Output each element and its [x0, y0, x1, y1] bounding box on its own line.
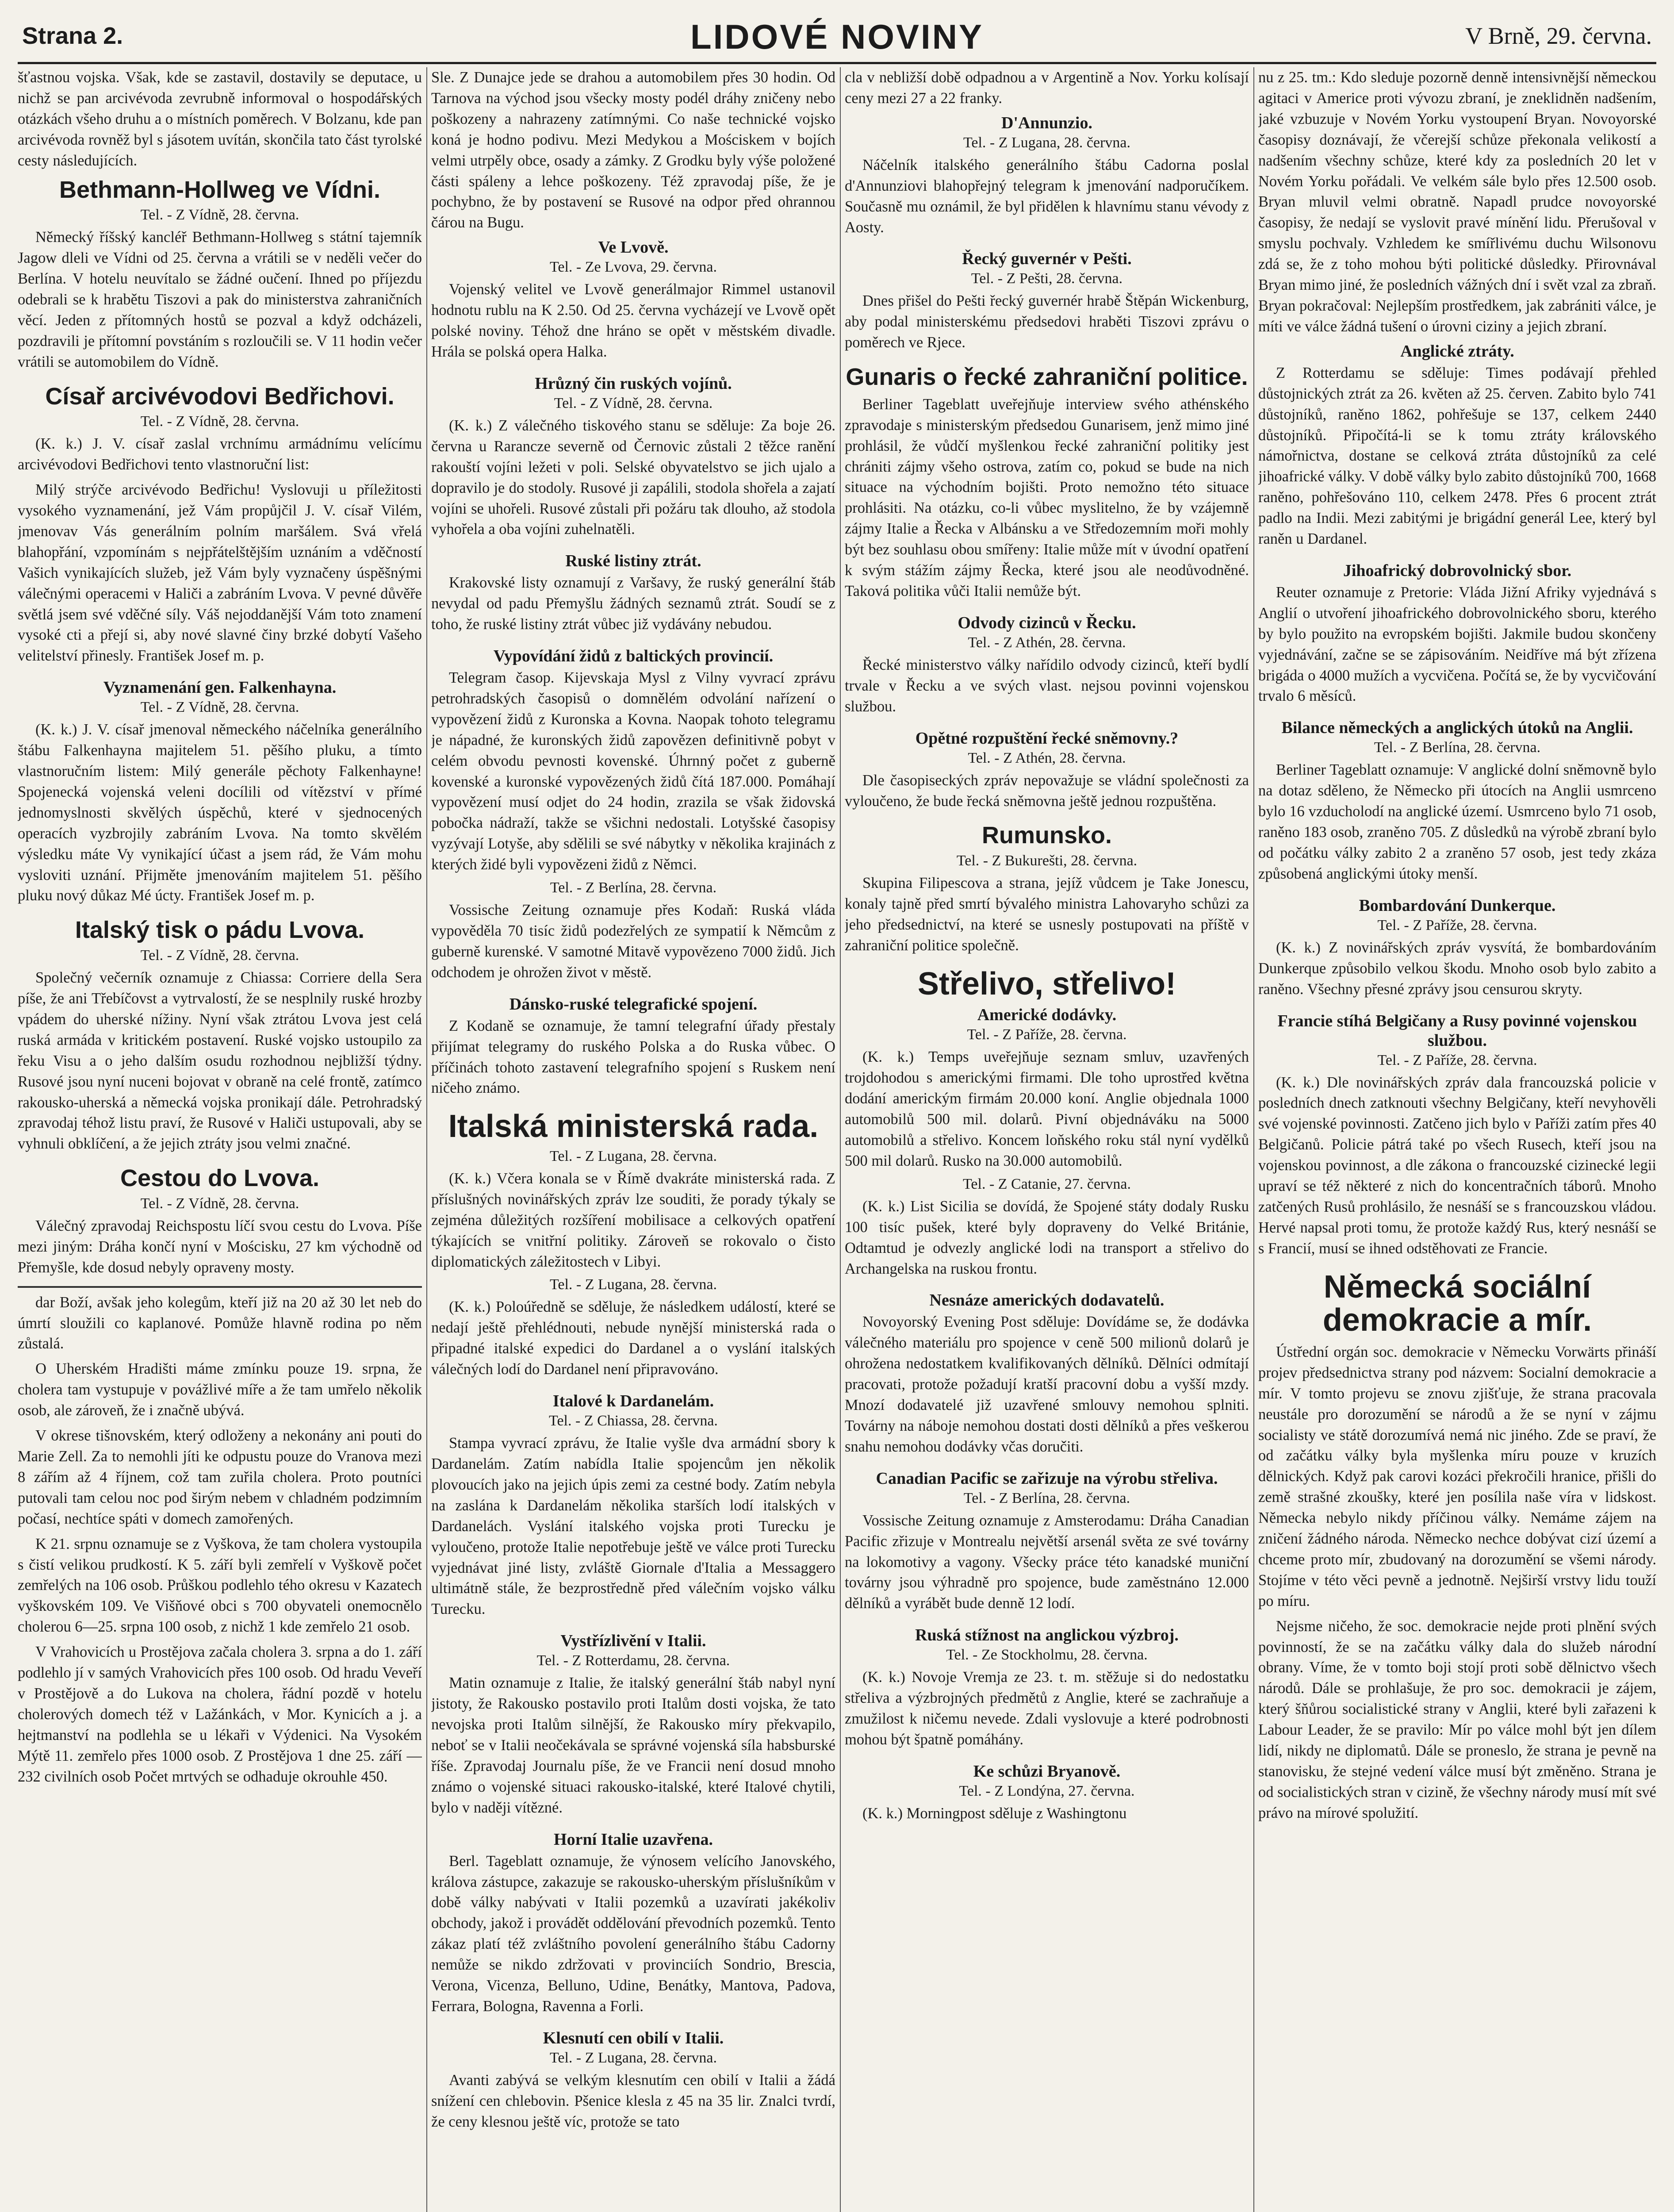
article-ruska-stiznost [845, 1625, 1249, 1750]
dateline: Tel. - Z Berlína, 28. června. [963, 1490, 1130, 1506]
dateline: Tel. - Z Bukurešti, 28. června. [956, 853, 1138, 869]
paragraph: (K. k.) Dle novinářských zpráv dala francouzská policie v posledních dnech zatknouti všechny Belgičany, kteří nevyhověli své vojenské povinnosti. Zatčeno jich bylo v Paříži zatím přes 40 Belgičanů. Policie pátrá také po všech Rusech, kteří jsou na vojenskou povinnost, a dle zákona o francouzské cizinecké legii upraví se též některé z nich do koncentračních táborů. Mnoho zatčených Rusů prohlásilo, že nesnáší se s francouzskou vládou. Hervé napsal proti tomu, že protože každý Rus, který nesnáší se s Francií, musí se ihned odstěhovati ze Francie. [1258, 1074, 1656, 1257]
dateline: Tel. - Ze Stockholmu, 28. června. [946, 1647, 1148, 1663]
headline: Anglické ztráty. [1400, 342, 1514, 361]
columns [18, 67, 1656, 2212]
dateline: Tel. - Z Paříže, 28. června. [1377, 917, 1537, 933]
headline: Odvody cizinců v Řecku. [958, 613, 1136, 632]
headline: Ve Lvově. [598, 238, 669, 257]
dateline: Tel. - Z Berlína, 28. června. [550, 879, 717, 896]
subheadline: Americké dodávky. [977, 1006, 1117, 1025]
paragraph: Telegram časop. Kijevskaja Mysl z Vilny vyvrací zprávu petrohradských časopisů o domnělém odvolání nařízení o vypovězení židů z Kuronska a Kovna. Naopak tohoto telegramu je nápadné, že kuronských židů zapovězen definitivně pobyt v celém obvodu pevnosti kovenské. Úhrnný počet z guberně kovenské a kuronské vypovězených židů čítá 187.000. Pomáhají vypovězení musí odjet do 24 hodin, zrazila se však židovská pobočka nádraží, takže se všichni nedostali. Lotyšské časopisy vyzývají Lotyše, aby sdělili se své nábytky v několika krajinách z kterých židé byli vypovězeni židů z Němci. [431, 669, 835, 873]
headline: Dánsko-ruské telegrafické spojení. [509, 995, 758, 1014]
article-anglicke-ztraty [1258, 342, 1656, 549]
article-odvody-cizincu [845, 613, 1249, 717]
article-francie-stiha [1258, 1011, 1656, 1259]
dateline: Tel. - Z Lugana, 28. června. [549, 1276, 717, 1293]
masthead [18, 13, 1656, 64]
headline: Rumunsko. [981, 822, 1112, 849]
lead-paragraph: nu z 25. tm.: Kdo sleduje pozorně denně intensivnější německou agitaci v Americe proti vývozu zbraní, je zneklidněn nadšením, jaké vzbuzuje v Novém Yorku vystoupení Bryan. Novoyorské časopisy doznávají, že včerejší schůze překonala velikostí a nadšením všechny schůze, které kdy za posledních 20 let v Novém Yorku pořádali. Ve velkém sále bylo přes 12.500 osob. Bryan mluvil velmi obratně. Napadl prudce novoyorské časopisy, že nedají se vyslovit pravé mínění lidu. Přerušoval v smyslu pochvaly. Vzhledem ke smířlivému duchu Wilsonovu zdá se, že z toho mohou býti politické důsledky. Přirovnával Bryan mimo jiné, že posledních vážných dní i svět vzal za zbraň. Bryan pokračoval: Nejlepším prostředkem, jak zabrániti válce, je míti ve válce žádná tušení o úrovni ciziny a jejich zbraní. [1258, 69, 1656, 335]
dateline: Tel. - Z Berlína, 28. června. [1374, 739, 1541, 756]
paragraph: Náčelník italského generálního štábu Cadorna poslal d'Annunziovi blahopřejný telegram k jmenování nadporučíkem. Současně mu oznámil, že byl přidělen k hlavnímu stanu vévody z Aosty. [845, 156, 1249, 236]
article-cestou-do-lvova [18, 1166, 422, 1787]
lead-paragraph: Sle. Z Dunajce jede se drahou a automobilem přes 30 hodin. Od Tarnova na východ jsou všecky mosty podél dráhy zničeny nebo poškozeny a nahrazeny zatímnými. Co naše technické vojsko koná je hodno podivu. Mezi Medykou a Mościskem v bojích velmi utrpěly obce, osady a zámky. Z Grodku byly výše položené části spáleny a lehce poškozeny. Též zpravodaj píše, že je pochybno, že by postavení se Rusové na odpor před ohrannou čárou na Bugu. [431, 69, 835, 231]
column-divider [840, 67, 841, 2212]
headline: Bilance německých a anglických útoků na Anglii. [1281, 718, 1633, 737]
column-3 [845, 67, 1249, 2212]
article-ruske-listiny [431, 551, 835, 635]
paragraph: (K. k.) J. V. císař jmenoval německého náčelníka generálního štábu Falkenhayna majitelem 51. pěšího pluku, a tímto vlastnoručním listem: Milý generále pěchoty Falkenhayne! Spojenecká vojenská veleni docílili od vítězství v přímé jednomyslnosti skvělých úspěchů, které v sjednocených operacích vyzbrojily zabráním Lvova. Na tomto skvělém výsledku máte Vy vynikající účast a jsem rád, že Vám mohu vysloviti uznání. Přijměte jmenováním majitelem 51. pěšího pluku nový důkaz Mé úcty. František Josef m. p. [18, 721, 422, 904]
article-rumunsko [845, 823, 1249, 956]
paragraph: Vojenský velitel ve Lvově generálmajor Rimmel ustanovil hodnotu rublu na K 2.50. Od 25. června vycházejí ve Lvově opět polské noviny. Téhož dne hráno se opět v městském divadle. Hrála se polská opera Halka. [431, 281, 835, 360]
paragraph: (K. k.) Temps uveřejňuje seznam smluv, uzavřených trojdohodou s americkými firmami. Dle toho uprostřed května dodání americkým firmám 20.000 koní. Anglie objednala 1000 automobilů 500 mil. dolarů. Pivní objednáváku na 5000 automobilů a střelivo. Koncem loňského roku stál nyní vydělků 500 mil dolarů. Rusko na 30.000 automobilů. [845, 1048, 1249, 1169]
column-4 [1258, 67, 1656, 2212]
paragraph: Společný večerník oznamuje z Chiassa: Corriere della Sera píše, že ani Třebíčovst a vytrvalostí, že se nesplnily ruské hrozby vpádem do uherské nížiny. Nyní však ztrátou Lvova jest celá ruská armáda v kritickém postavení. Ruské vojsko ustoupilo za řeku Visu a o jeho dalším osudu rozhodnou nejbližší týdny. Rusové jsou nyní nuceni bojovat v obraně na celé frontě, zatímco rakousko-uherská a německá vojska pronikají dále. Petrohradský zpravodaj téhož listu praví, že Rusové v Haliči ustupovali, aby se vyhnuli obklíčení, a že jejich ztráty jsou velmi značné. [18, 969, 422, 1152]
article-dansko-ruske [431, 995, 835, 1099]
paragraph: Vossische Zeitung oznamuje přes Kodaň: Ruská vláda vypověděla 70 tisíc židů podezřelých ze sympatií k Němcům z guberně kurenské. V samotné Mitavě vypovězeno 7000 židů. Jich odchodem je ohrožen život v městě. [431, 902, 835, 981]
headline: Horní Italie uzavřena. [554, 1830, 713, 1849]
paragraph: Reuter oznamuje z Pretorie: Vláda Jižní Afriky vyjednává s Anglií o utvoření jihoafrického dobrovolnického sboru, kterého by bylo použito na evropském bojišti. Jakmile budou skončeny vyjednávání, začne se se zápisováním. Neidříve má být zřízena brigáda o 4000 mužích a vycvičena. Počítá se, že by vycvičování trvalo 6 měsíců. [1258, 584, 1656, 705]
paragraph: Z Rotterdamu se sděluje: Times podávají přehled důstojnických ztrát za 26. květen až 25. červen. Zabito bylo 741 důstojníků, raněno 1862, pohřešuje se 137, celkem 2440 důstojníků. Připočítá-li se k tomu ztráty královského námořnictva, dostane se celková ztráta důstojníků za celé jihoafrické války. V době války bylo zabito důstojníků 700, 1668 raněno, pohřešováno 110, celkem 2478. Přes 6 procent ztrát padlo na Indii. Mezi zabitými je brigádní generál Lee, který byl raněn u Dardanel. [1258, 364, 1656, 548]
headline: Nesnáze amerických dodavatelů. [929, 1291, 1165, 1310]
article-hruzny-cin [431, 374, 835, 540]
headline: Vypovídání židů z baltických provincií. [493, 647, 774, 666]
headline: Císař arcivévodovi Bedřichovi. [45, 383, 395, 410]
paragraph: (K. k.) Poloúředně se sděluje, že následkem událostí, které se nedají ještě přehlédnouti, nebude nynější ministerská rada o připadné italské expedici do Dardanel a o vyslání italských válečných lodí do Dardanel není připravováno. [431, 1298, 835, 1378]
headline: Canadian Pacific se zařizuje na výrobu střeliva. [876, 1469, 1218, 1488]
paragraph: Milý strýče arcivévodo Bedřichu! Vyslovuji u příležitosti vysokého vyznamenání, jež Vám propůjčil J. V. císař Vilém, jmenovav Vás generálním polním maršálem. Svá vřelá blahopřání, vzpomínám s nejpřátelštějším uznáním a vděčností Vašich vynikajících služeb, jež Vám byly vyznačeny úspěšnými válečnými operacemi v Haliči a zabráním Lvova. V pevné důvěře světlá jsem své vděčné síly. Váš nejoddanější Vám toto znamení vysoké cti a přejí si, aby nové slavné činy brzké dobytí Vašeho velitelství přinesly. František Josef m. p. [18, 481, 422, 664]
dateline: Tel. - Ze Lvova, 29. června. [549, 259, 717, 276]
article-ve-lvove [431, 238, 835, 362]
dateline: Tel. - Z Rotterdamu, 28. června. [536, 1652, 730, 1669]
column-divider [426, 67, 427, 2212]
article-cisar-bedrichovi [18, 384, 422, 667]
article-strelivo [845, 968, 1249, 1279]
headline: Hrůzný čin ruských vojínů. [535, 374, 732, 393]
paragraph: Dle časopiseckých zpráv nepovažuje se vládní společnosti za vyloučeno, že bude řecká sněmovna ještě jednou rozpuštěna. [845, 772, 1249, 810]
column-1 [18, 67, 422, 2212]
headline: Německá sociální demokracie a mír. [1322, 1269, 1592, 1338]
paragraph: Novoyorský Evening Post sděluje: Dovídáme se, že dodávka válečného materiálu pro spojence v ceně 500 milionů dolarů je ohrožena nedostatkem kvalifikovaných dělníků. Dělníci odmítají pracovati, protože požadují kratší pracovní dobu a vyšší mzdy. Mnozí dodavatelé již uzavřené smlouvy nemohou splniti. Továrny na náboje nemohou dostati dosti dělníků a přes veškerou snahu nemohou dodávky včas doručiti. [845, 1313, 1249, 1455]
column-2 [431, 67, 835, 2212]
dateline: Tel. - Z Paříže, 28. června. [967, 1026, 1127, 1043]
dateline: Tel. - Z Londýna, 27. června. [959, 1782, 1135, 1799]
headline: Vystřízlivění v Italii. [560, 1632, 706, 1651]
headline: Ruská stížnost na anglickou výzbroj. [915, 1626, 1179, 1645]
paragraph: Válečný zpravodaj Reichspostu líčí svou cestu do Lvova. Píše mezi jiným: Dráha končí nyní v Mościsku, 27 km východně od Přemyšle, kde dosud nebyly opraveny mosty. [18, 1217, 422, 1276]
paragraph: Krakovské listy oznamují z Varšavy, že ruský generální štáb nevydal od padu Přemyšlu žádných seznamů ztrát. Soudí se z toho, že ruské listiny ztrát vůbec již vydávány nebudou. [431, 574, 835, 633]
dateline: Tel. - Z Athén, 28. června. [968, 634, 1126, 651]
paragraph: Berliner Tageblatt uveřejňuje interview svého athénského zpravodaje s ministerským předsedou Gunarisem, jenž mimo jiné prohlásil, že vůdčí myšlenkou řecké zahraniční politiky jest chrániti zájmy všeho ostrova, zatím co, pokud se bude na nich situace na východním bojišti. Proto nemožno této situace prohlásiti. Na otázku, co-li vůbec myslitelno, že by vzájemně zájmy Italie a Řecka v Albánsku a ve Středozemním moři mohly být bez souhlasu obou smířeny: Italie může mít v úvodní opatření k svým stážím zájmy Řecka, které jsou ale neodůvodněné. Taková politika vůči Italii nemůže být. [845, 396, 1249, 599]
dateline: Tel. - Z Catanie, 27. června. [963, 1175, 1131, 1192]
section-rule [18, 1286, 422, 1288]
headline: Ke schůzi Bryanově. [973, 1762, 1121, 1781]
paragraph: Německý říšský kancléř Bethmann-Hollweg s státní tajemník Jagow dleli ve Vídni od 25. června a vrátili se v neděli večer do Berlína. V hotelu neuvítalo se žádné oučení. Ihned po příjezdu odebrali se k hrabětu Tiszovi a pak do ministerstva zahraničních věcí. Jeden z přítomných hostů se pozval a když odcházeli, pozdravili je přítomní povstáním s rozloučili se. V 11 hodin večer vrátili se automobilem do Vídně. [18, 229, 422, 370]
paragraph: Dnes přišel do Pešti řecký guvernér hrabě Štěpán Wickenburg, aby podal ministerskému předsedovi hraběti Tiszovi zprávu o poměrech ve Rjece. [845, 292, 1249, 351]
dateline: Tel. - Z Athén, 28. června. [968, 749, 1126, 766]
article-italove-dardanely [431, 1391, 835, 1620]
paragraph: (K. k.) Z válečného tiskového stanu se sděluje: Za boje 26. června u Rarancze severně od Černovic zůstali 2 těžce ranění rakouští vojíni ležeti v poli. Selské obyvatelstvo se jich ujalo a dopravilo je do stodoly. Rusové ji zapálili, stodola shořela a zajatí vojíni se uhořeli. Rusové zůstali při požáru tak dlouho, až stodola vyhořela a oba vojíni zuhelnatěli. [431, 417, 835, 538]
article-recky-guverner [845, 249, 1249, 353]
paragraph: Avanti zabývá se velkým klesnutím cen obilí v Italii a žádá snížení cen chlebovin. Pšenice klesla z 45 na 35 lir. Znalci tvrdí, že ceny klesnou ještě víc, protože se tato [431, 2071, 835, 2130]
paragraph: V okrese tišnovském, který odloženy a nekonány ani pouti do Marie Zell. Za to nemohli jíti ke odpustu pouze do Vranova mezi 8 zářím až 4 říjnem, což tam zuřila cholera. Proto poutníci putovali tam celou noc pod širým nebem v chladném podzimním počasí, nechtíce spáti v domech zamořených. [18, 1427, 422, 1527]
article-jihoafricky-sbor [1258, 561, 1656, 707]
paragraph: O Uherském Hradišti máme zmínku pouze 19. srpna, že cholera tam vystupuje v povážlivé míře a že tam umřelo několik osob, ale zároveň, že i značně ubývá. [18, 1360, 422, 1419]
paragraph: dar Boží, avšak jeho kolegům, kteří již na 20 až 30 let neb do úmrtí sloužili co kaplanové. Pomůže hlavně rodina po něm zůstalá. [18, 1294, 422, 1352]
article-bilance-utoku [1258, 718, 1656, 884]
dateline: Tel. - Z Vídně, 28. června. [140, 947, 299, 964]
headline: Francie stíhá Belgičany a Rusy povinné vojenskou službou. [1277, 1011, 1637, 1050]
article-socialni-demokracie [1258, 1271, 1656, 1824]
dateline: Tel. - Z Vídně, 28. června. [140, 699, 299, 716]
article-canadian-pacific [845, 1469, 1249, 1614]
paragraph: Nejsme ničeho, že soc. demokracie nejde proti plnění svých povinností, že se na začátku války dala do služeb národní obrany. Víme, že v tomto boji stojí proti sobě dělnictvo všech národů. Dále se prohlašuje, že pro soc. demokracii je zájem, který šňůrou socialistické strany v Anglii, které byli zařazeni k Labour Leader, že se pravilo: Mír po válce mohl být jen dílem lidí, nikdy ne diplomatů. Dále se proneslo, že strana je pevně na stanovisku, že stejné vedení válce musí být změněno. Strana je od socialistických stran v cizině, že všechny národy musí mít své právo na mírové spolužití. [1258, 1617, 1656, 1821]
dateline: Tel. - Z Vídně, 28. června. [140, 207, 299, 223]
paragraph: K 21. srpnu oznamuje se z Vyškova, že tam cholera vystoupila s čistí velikou prudkostí. K 5. září byli zemřelí v Vyškově počet zemřelých na 106 osob. Průškou podlehlo tého okresu v Kazatech vyškovském 109. Ve Višňové obci s 700 obyvateli onemocnělo cholerou 6—25. srpna 100 osob, z nichž 1 kde zemřelo 21 osob. [18, 1535, 422, 1636]
dateline: Tel. - Z Lugana, 28. června. [963, 134, 1131, 151]
paragraph: Berliner Tageblatt oznamuje: V anglické dolní sněmovně bylo na dotaz sděleno, že Německo při útocích na Anglii usmrceno bylo 16 vzducholodí na anglické území. Usmrceno bylo 71 osob, raněno 183 osob, zraněno 705. Z důsledků na výrobě zbraní bylo od počátku války zabito 2 a zraněno 57 osob, jest tedy zkáza způsobená anglickými útoky menší. [1258, 761, 1656, 882]
dateline: Tel. - Z Lugana, 28. června. [549, 2049, 717, 2066]
paragraph: (K. k.) Novoje Vremja ze 23. t. m. stěžuje si do nedostatku střeliva a výzbrojných předmětů z Anglie, které se zachraňuje a zmužilost k ničemu nevede. Zdali vyslovuje a které podrobnosti mohou být špatně pomáhány. [845, 1669, 1249, 1748]
paragraph: (K. k.) List Sicilia se dovídá, že Spojené státy dodaly Rusku 100 tisíc pušek, které byly dopraveny do Velké Británie, Odtamtud je odvezly anglické lodi na transport a střelivo do Archangelska na ruskou frontu. [845, 1198, 1249, 1277]
headline: Bombardování Dunkerque. [1359, 896, 1556, 915]
article-vypovidani-zidu [431, 646, 835, 983]
dateline: Tel. - Z Paříže, 28. června. [1377, 1052, 1537, 1068]
article-rozpusteni-snemovny [845, 729, 1249, 812]
headline: Opětné rozpuštění řecké sněmovny.? [915, 729, 1179, 748]
dateline: Tel. - Z Vídně, 28. června. [140, 1195, 299, 1212]
paragraph: Ústřední orgán soc. demokracie v Německu Vorwärts přináší projev předsednictva strany pod názvem: Socialní demokracie a mír. V tomto projevu se znovu zjišťuje, že strana pracovala neustále pro dorozumění se národů a že se nyní v zájmu socialisty ve státě dorozumívá nemá nic jiného. Zde se praví, že od začátku války byla myšlenka míru pouze v kruzích dělnických. Když pak carovi kozáci překročili hranice, přišli do země strašné zkoušky, které jen posílila naše víra v lidskost. Německa nebylo nikdy příčinou války. Nemáme zájem na zničení žádného národa. Německo nechce dobývat cizí území a chceme proto mír, zbudovaný na dorozumění se všemi národy. Stojíme v této věci pevně a jednotně. Nejširší vrstvy lidu touží po míru. [1258, 1343, 1656, 1609]
paragraph: (K. k.) Morningpost sděluje z Washingtonu [862, 1805, 1127, 1822]
dateline: V Brně, 29. června. [1465, 23, 1652, 49]
headline: Italský tisk o pádu Lvova. [75, 917, 365, 944]
article-vystrizliveni [431, 1631, 835, 1818]
column-divider [1253, 67, 1254, 2212]
paragraph: (K. k.) Z novinářských zpráv vysvítá, že bombardováním Dunkerque způsobilo velkou škodu. Mnoho osob bylo zabito a raněno. Všechny přesné zprávy jsou censurou skryty. [1258, 939, 1656, 998]
headline: Ruské listiny ztrát. [565, 552, 701, 571]
article-nesnaze [845, 1290, 1249, 1457]
dateline: Tel. - Z Vídně, 28. června. [140, 413, 299, 430]
article-horni-italie [431, 1830, 835, 2017]
lead-paragraph: cla v nebližší době odpadnou a v Argentině a Nov. Yorku kolísají ceny mezi 27 a 22 franky. [845, 69, 1249, 107]
article-dannunzio [845, 113, 1249, 238]
article-italska-rada [431, 1110, 835, 1380]
article-bethmann [18, 177, 422, 373]
dateline: Tel. - Z Pešti, 28. června. [971, 270, 1123, 287]
article-gunaris [845, 365, 1249, 602]
article-bryan [845, 1762, 1249, 1824]
paragraph: Z Kodaně se oznamuje, že tamní telegrafní úřady přestaly přijímat telegramy do ruského Polska a do Ruska vůbec. O příčinách tohoto zastavení telegrafního spojení s Ruskem není ničeho známo. [431, 1017, 835, 1097]
page-number: Strana 2. [22, 23, 123, 49]
dateline: Tel. - Z Lugana, 28. června. [549, 1148, 717, 1164]
paragraph: (K. k.) J. V. císař zaslal vrchnímu armádnímu velícímu arcivévodovi Bedřichovi tento vlastnoruční list: [18, 435, 422, 473]
dateline: Tel. - Z Chiassa, 28. června. [549, 1413, 718, 1429]
headline: Střelivo, střelivo! [917, 966, 1176, 1002]
paragraph: Matin oznamuje z Italie, že italský generální štáb nabyl nyní jistoty, že Rakousko postavilo proti Italům dosti vojska, že tato nevojska proti Italům silnější, že Rakousko míry překvapilo, neboť se v Italii neočekávala se správné vojenská síla habsburské říše. Zpravodaj Journalu píše, že ve Francii není dosud mnoho známo o vojenské situaci rakousko-italské, které Italové chytili, bylo v naději vítězné. [431, 1674, 835, 1816]
paragraph: Berl. Tageblatt oznamuje, že výnosem velícího Janovského, králova zástupce, zakazuje se rakousko-uherským příslušníkům v době války nabývati v Italii pozemků a uzavírati jakékoliv obchody, jakož i provádět oddělování převodních pozemků. Tento zákaz platí též zvláštního povolení generálního štábu Cadorny nemůže se nikdo zdržovati v provinciích Sondrio, Brescia, Verona, Vicenza, Belluno, Udine, Benátky, Mantova, Padova, Ferrara, Bologna, Ravenna a Forli. [431, 1852, 835, 2015]
article-klesnuti-cen [431, 2028, 835, 2132]
headline: Italská ministerská rada. [448, 1109, 819, 1144]
headline: D'Annunzio. [1001, 113, 1092, 132]
headline: Jihoafrický dobrovolnický sbor. [1343, 561, 1572, 580]
dateline: Tel. - Z Vídně, 28. června. [554, 395, 713, 411]
headline: Gunaris o řecké zahraniční politice. [846, 364, 1248, 391]
paragraph: Řecké ministerstvo války nařídilo odvody cizinců, kteří bydlí trvale v Řecku a ve svých vlast. nejsou povinni vojenskou službou. [845, 656, 1249, 715]
headline: Bethmann-Hollweg ve Vídni. [59, 176, 381, 203]
headline: Cestou do Lvova. [120, 1165, 320, 1192]
headline: Řecký guvernér v Pešti. [962, 250, 1132, 269]
paragraph: V Vrahovicích u Prostějova začala cholera 3. srpna a do 1. září podlehlo jí v samých Vrahovicích přes 100 osob. Od hradu Veveří v Prostějově a do Lukova na cholera, řádní pozdě v hotelu cholerových domech též v Lažánkách, v Mor. Kynicích a j. a hejtmanství na podlehla se u lékaři v Výdenici. Na Vysokém Mýtě 11. zemřelo přes 1000 osob. Z Prostějova 1 dne 25. září — 232 civilních osob Počet mrtvých se odhaduje okrouhle 450. [18, 1644, 422, 1785]
article-italsky-tisk [18, 918, 422, 1154]
article-falkenhayn [18, 678, 422, 906]
lead-paragraph: šťastnou vojska. Však, kde se zastavil, dostavily se deputace, u nichž se pan arcivévoda zevrubně informoval o hospodářských otázkách všeho druhu a o místních poměrech. V Bolzanu, kde pan arcivévoda rovněž byl s jásotem uvítán, skončila tato část tyrolské cesty následujících. [18, 69, 422, 169]
headline: Klesnutí cen obilí v Italii. [543, 2028, 724, 2047]
headline: Italové k Dardanelám. [552, 1392, 714, 1411]
paragraph: (K. k.) Včera konala se v Římě dvakráte ministerská rada. Z příslušných novinářských zpráv lze souditi, že porady týkaly se zejména důležitých rozšíření mobilisace a celkových opatření týkajících se vnitřní politiky. Zároveň se rokovalo o čisto diplomatických záležitostech v Libyi. [431, 1170, 835, 1270]
headline: Vyznamenání gen. Falkenhayna. [103, 678, 337, 697]
newspaper-title: LIDOVÉ NOVINY [690, 17, 984, 56]
paragraph: Skupina Filipescova a strana, jejíž vůdcem je Take Jonescu, konaly tajně před smrtí bývalého ministra Lahovaryho schůzi za jeho předsednictví, na které se usnesly postupovati na příště v zahraniční politice společně. [845, 875, 1249, 954]
paragraph: Stampa vyvrací zprávu, že Italie vyšle dva armádní sbory k Dardanelám. Zatím nabídla Italie spojencům jen několik plovoucích jako na jejich úpis zemi za cestné body. Zatím nebyla na zaslána k Dardanelám několika starších lodí italských v Dardanelách. Vyslání italského vojska proti Turecku je vyloučeno, protože Italie nepotřebuje ještě ve válce proti Turecku vyjednávat jiné listy, zvláště Giornale d'Italia a Messaggero ultimátně stále, že bezprostředně před válečním vojsko válku Turecku. [431, 1435, 835, 1618]
paragraph: Vossische Zeitung oznamuje z Amsterodamu: Dráha Canadian Pacific zřizuje v Montrealu největší arsenál světa ze své továrny na lokomotivy a vagony. Všecky práce této kanadské muniční továrny jsou výhradně pro spojence, bude zaměstnáno 12.000 dělníků a vyrábět bude denně 12 lodí. [845, 1512, 1249, 1612]
article-dunkerque [1258, 896, 1656, 1000]
